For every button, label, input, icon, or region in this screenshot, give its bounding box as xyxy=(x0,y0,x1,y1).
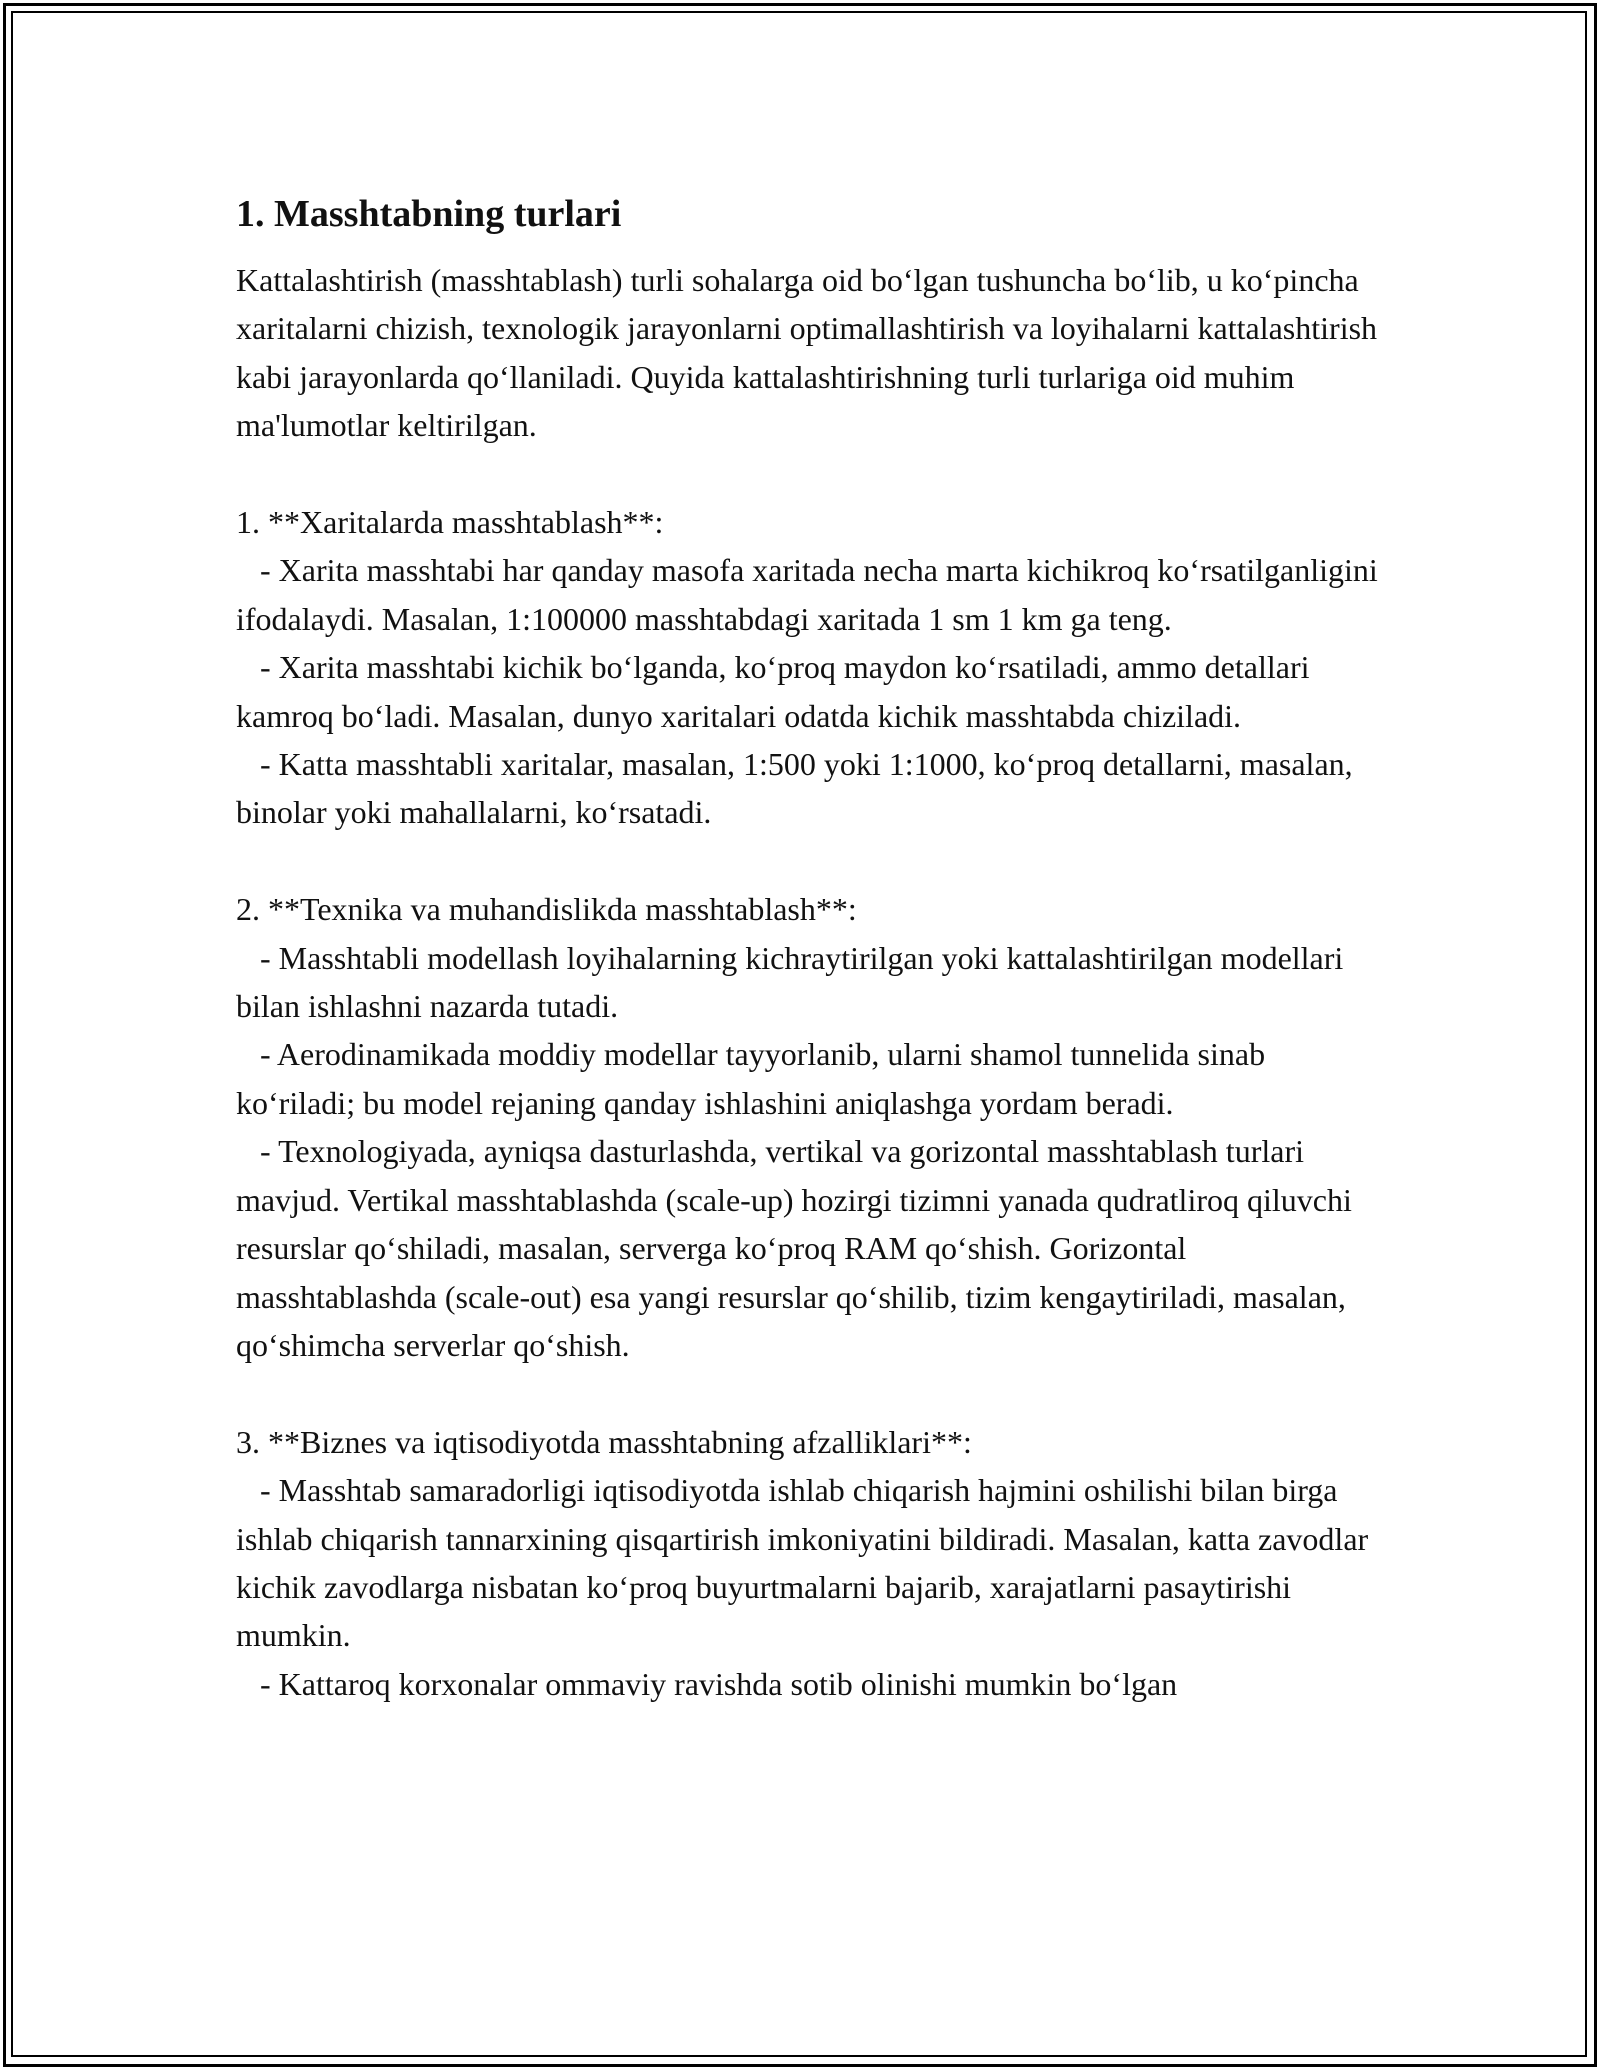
list-item: - Xarita masshtabi kichik bo‘lganda, ko‘proq maydon ko‘rsatiladi, ammo detallari kamroq bo‘ladi. Masalan, dunyo xaritalari odatda kichik masshtabda chiziladi. xyxy=(236,649,1318,734)
list-item: - Katta masshtabli xaritalar, masalan, 1:500 yoki 1:1000, ko‘proq detallarni, masalan, binolar yoki mahallalarni, ko‘rsatadi. xyxy=(236,746,1361,831)
list-item: - Masshtab samaradorligi iqtisodiyotda ishlab chiqarish hajmini oshilishi bilan birga ishlab chiqarish tannarxining qisqartirish imkoniyatini bildiradi. Masalan, katta zavodlar kichik zavodlarga nisbatan ko‘proq buyurtmalarni bajarib, xarajatlarni pasaytirishi mumkin. xyxy=(236,1472,1377,1654)
paragraph-gap xyxy=(236,450,1386,498)
section-maps xyxy=(236,498,1386,837)
section-engineering xyxy=(236,885,1386,1369)
list-item: - Texnologiyada, ayniqsa dasturlashda, vertikal va gorizontal masshtablash turlari mavjud. Vertikal masshtablashda (scale-up) hozirgi tizimni yanada qudratliroq qiluvchi resurslar qo‘shiladi, masalan, serverga ko‘proq RAM qo‘shish. Gorizontal masshtablashda (scale-out) esa yangi resurslar qo‘shilib, tizim kengaytiriladi, masalan, qo‘shimcha serverlar qo‘shish. xyxy=(236,1133,1360,1363)
section-title: 2. **Texnika va muhandislikda masshtablash**: xyxy=(236,891,857,928)
paragraph-gap xyxy=(236,1369,1386,1417)
list-item: - Aerodinamikada moddiy modellar tayyorlanib, ularni shamol tunnelida sinab ko‘riladi; bu model rejaning qanday ishlashini aniqlashga yordam beradi. xyxy=(236,1036,1274,1121)
section-title: 1. **Xaritalarda masshtablash**: xyxy=(236,504,664,541)
intro-paragraph: Kattalashtirish (masshtablash) turli sohalarga oid bo‘lgan tushuncha bo‘lib, u ko‘pincha xaritalarni chizish, texnologik jarayonlarni optimallashtirish va loyihalarni kattalashtirish kabi jarayonlarda qo‘llaniladi. Quyida kattalashtirishning turli turlariga oid muhim ma'lumotlar keltirilgan. xyxy=(236,262,1386,444)
page-title: 1. Masshtabning turlari xyxy=(236,193,622,235)
list-item: - Kattaroq korxonalar ommaviy ravishda sotib olinishi mumkin bo‘lgan xyxy=(236,1665,1178,1702)
section-title: 3. **Biznes va iqtisodiyotda masshtabning afzalliklari**: xyxy=(236,1423,972,1460)
list-item: - Masshtabli modellash loyihalarning kichraytirilgan yoki kattalashtirilgan modellari bilan ishlashni nazarda tutadi. xyxy=(236,939,1352,1025)
document-body xyxy=(236,184,1386,1708)
section-business xyxy=(236,1418,1386,1708)
list-item: - Xarita masshtabi har qanday masofa xaritada necha marta kichikroq ko‘rsatilganligini ifodalaydi. Masalan, 1:100000 masshtabdagi xaritada 1 sm 1 km ga teng. xyxy=(236,552,1386,637)
paragraph-gap xyxy=(236,837,1386,885)
